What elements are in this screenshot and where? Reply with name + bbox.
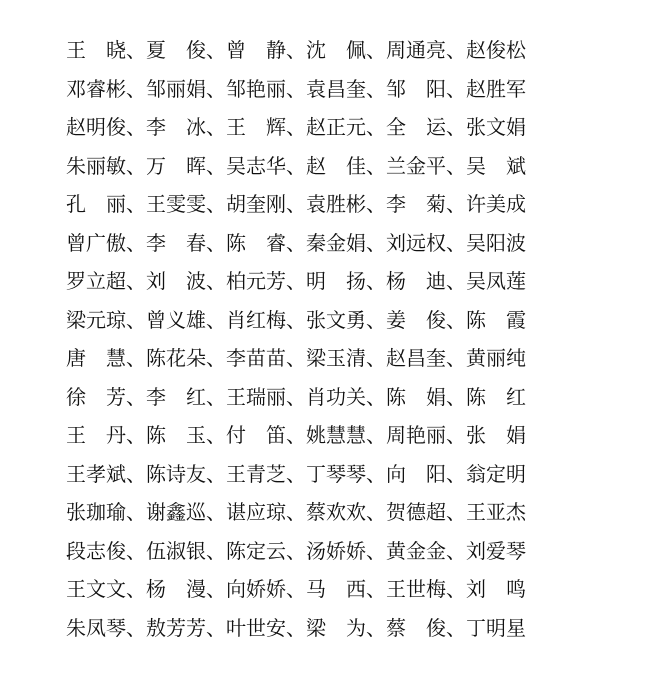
name-list [66,31,626,647]
name-list-line: 邓睿彬、邹丽娟、邹艳丽、袁昌奎、邹 阳、赵胜军 [66,76,526,101]
name-list-line: 段志俊、伍淑银、陈定云、汤娇娇、黄金金、刘爱琴 [66,538,526,563]
name-list-line: 朱凤琴、敖芳芳、叶世安、梁 为、蔡 俊、丁明星 [66,615,526,640]
name-list-line: 唐 慧、陈花朵、李苗苗、梁玉清、赵昌奎、黄丽纯 [66,346,526,370]
name-list-line: 王文文、杨 漫、向娇娇、马 西、王世梅、刘 鸣 [66,577,526,601]
name-list-line: 罗立超、刘 波、柏元芳、明 扬、杨 迪、吴凤莲 [66,269,526,293]
name-list-line: 赵明俊、李 冰、王 辉、赵正元、全 运、张文娟 [66,115,526,139]
name-list-line: 孔 丽、王雯雯、胡奎刚、袁胜彬、李 菊、许美成 [66,192,526,216]
name-list-line: 王孝斌、陈诗友、王青芝、丁琴琴、向 阳、翁定明 [66,461,526,486]
name-list-line: 梁元琼、曾义雄、肖红梅、张文勇、姜 俊、陈 霞 [66,307,526,332]
name-list-line: 朱丽敏、万 晖、吴志华、赵 佳、兰金平、吴 斌 [66,153,526,178]
name-list-line: 王 晓、夏 俊、曾 静、沈 佩、周通亮、赵俊松 [66,38,526,62]
name-list-line: 张珈瑜、谢鑫巡、谌应琼、蔡欢欢、贺德超、王亚杰 [66,500,526,524]
name-list-line: 曾广傲、李 春、陈 睿、秦金娟、刘远权、吴阳波 [66,230,526,255]
name-list-line: 徐 芳、李 红、王瑞丽、肖功关、陈 娟、陈 红 [66,384,526,409]
name-list-line: 王 丹、陈 玉、付 笛、姚慧慧、周艳丽、张 娟 [66,423,526,447]
